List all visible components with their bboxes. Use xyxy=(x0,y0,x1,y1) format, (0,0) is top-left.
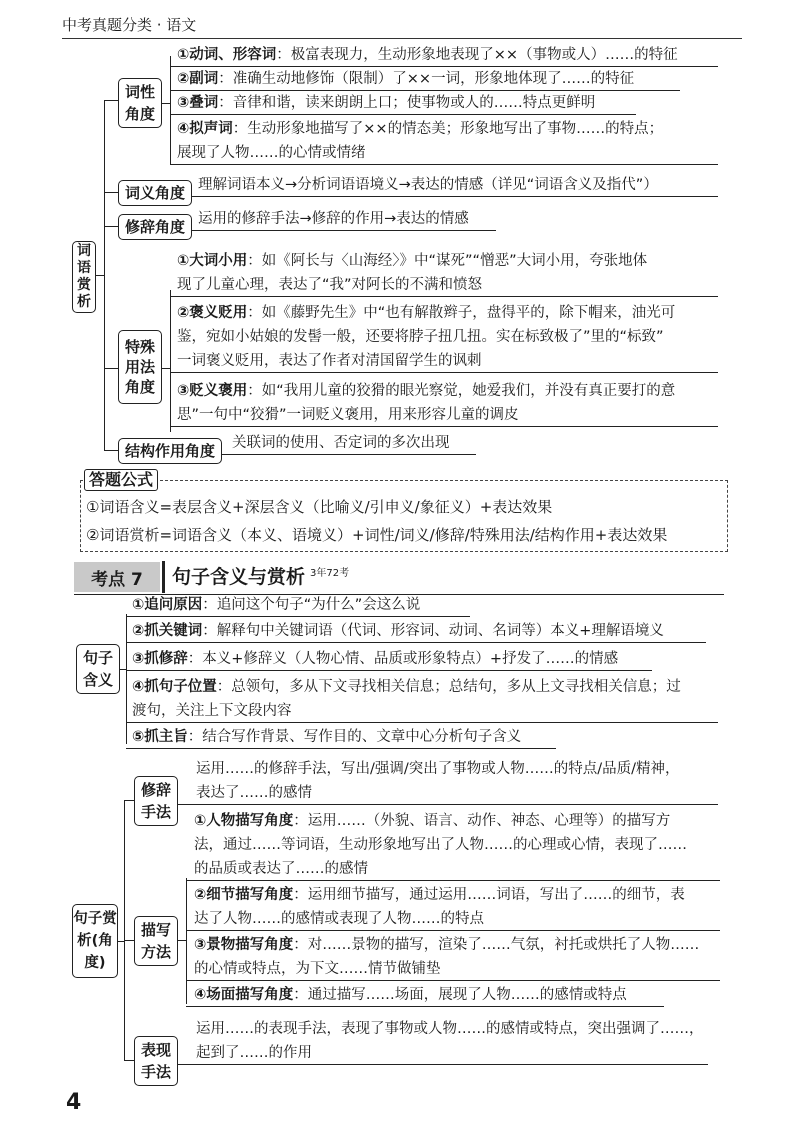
hanyi-item-2: ②抓关键词：解释句中关键词语（代词、形容词、动词、名词等）本义+理解语境义 xyxy=(132,623,664,639)
miaoxie-item-1: ①人物描写角度：运用……（外貌、语言、动作、神态、心理等）的描写方 xyxy=(194,813,671,829)
teshu-item-1: ①大词小用：如《阿长与〈山海经〉》中“谋死”“憎恶”大词小用，夸张地体 xyxy=(177,253,648,269)
underline xyxy=(170,296,718,297)
hanyi-item-4-cont: 渡句，关注上下文段内容 xyxy=(132,703,292,719)
page-number: 4 xyxy=(66,1090,82,1115)
xiuci2-branch xyxy=(124,800,134,801)
underline xyxy=(192,230,496,231)
hanyi-item-4: ④抓句子位置：总领句，多从下文寻找相关信息；总结句，多从上文寻找相关信息；过 xyxy=(132,679,681,695)
teshu-branch xyxy=(104,368,118,369)
xiuci2-label: 修辞手法 xyxy=(134,776,178,826)
underline xyxy=(170,66,718,67)
cixing-label: 词性角度 xyxy=(118,78,162,128)
ciyu-trunk xyxy=(104,100,105,450)
underline xyxy=(170,372,718,373)
underline xyxy=(126,616,470,617)
miaoxie-branch xyxy=(124,940,134,941)
underline xyxy=(170,164,718,165)
cixing-link xyxy=(162,103,170,104)
ciyu-root-label: 词语赏析 xyxy=(72,241,96,313)
underline xyxy=(126,642,706,643)
cixing-item-1: ①动词、形容词：极富表现力，生动形象地表现了××（事物或人）……的特征 xyxy=(177,47,678,63)
ciyu-link xyxy=(96,275,104,276)
miaoxie-sub-trunk xyxy=(186,878,187,1004)
hanyi-item-3: ③抓修辞：本义+修辞义（人物心情、品质或形象特点）+抒发了……的情感 xyxy=(132,651,619,667)
hanyi-item-1: ①追问原因：追问这个句子“为什么”会这么说 xyxy=(132,597,421,613)
underline xyxy=(170,426,718,427)
xiuci-text: 运用的修辞手法→修辞的作用→表达的情感 xyxy=(198,211,469,227)
cixing-item-3: ③叠词：音律和谐，读来朗朗上口；使事物或人的……特点更鲜明 xyxy=(177,95,596,111)
formula-line-2: ②词语赏析=词语含义（本义、语境义）+词性/词义/修辞/特殊用法/结构作用+表达效果 xyxy=(86,526,668,544)
kaodian-frequency: 3年72考 xyxy=(310,568,350,579)
hanyi-item-5: ⑤抓主旨：结合写作背景、写作目的、文章中心分析句子含义 xyxy=(132,729,522,745)
xiuci2-text: 运用……的修辞手法，写出/强调/突出了事物或人物……的特点/品质/精神， xyxy=(196,761,680,777)
underline xyxy=(192,196,718,197)
jiegou-branch xyxy=(104,450,118,451)
ciyi-branch xyxy=(104,192,118,193)
miaoxie-item-4: ④场面描写角度：通过描写……场面，展现了人物……的感情或特点 xyxy=(194,987,627,1003)
miaoxie-item-2: ②细节描写角度：运用细节描写，通过运用……词语，写出了……的细节，表 xyxy=(194,887,685,903)
teshu-item-1-cont: 现了儿童心理，表达了“我”对阿长的不满和愤怒 xyxy=(177,277,483,293)
jiegou-label: 结构作用角度 xyxy=(118,438,222,464)
underline xyxy=(126,722,718,723)
teshu-link xyxy=(162,368,170,369)
biaoxian-label: 表现手法 xyxy=(134,1036,178,1086)
teshu-item-3: ③贬义褒用：如“我用儿童的狡猾的眼光察觉，她爱我们，并没有真正要打的意 xyxy=(177,383,676,399)
cixing-item-4-cont: 展现了人物……的心情或情绪 xyxy=(177,145,366,161)
miaoxie-label: 描写方法 xyxy=(134,916,178,966)
cixing-branch xyxy=(104,100,118,101)
xiuci-branch xyxy=(104,226,118,227)
miaoxie-item-2-cont: 达了人物……的感情或表现了人物……的特点 xyxy=(194,911,484,927)
underline xyxy=(126,670,652,671)
jiegou-text: 关联词的使用、否定词的多次出现 xyxy=(232,435,450,451)
hanyi-trunk xyxy=(126,614,127,744)
miaoxie-item-1-cont2: 的品质或表达了……的感情 xyxy=(194,861,368,877)
teshu-item-2: ②褒义贬用：如《藤野先生》中“也有解散辫子，盘得平的，除下帽来，油光可 xyxy=(177,305,676,321)
header-rule xyxy=(62,38,742,39)
underline xyxy=(170,114,636,115)
teshu-item-2-cont: 鉴，宛如小姑娘的发髻一般，还要将脖子扭几扭。实在标致极了”里的“标致” xyxy=(177,329,664,345)
formula-line-1: ①词语含义=表层含义+深层含义（比喻义/引申义/象征义）+表达效果 xyxy=(86,498,553,516)
miaoxie-item-3-cont: 的心情或特点，为下文……情节做铺垫 xyxy=(194,961,441,977)
xiuci-label: 修辞角度 xyxy=(118,214,192,240)
underline xyxy=(186,880,720,881)
underline xyxy=(170,90,680,91)
cixing-item-4: ④拟声词：生动形象地描写了××的情态美；形象地写出了事物……的特点； xyxy=(177,121,664,137)
teshu-label: 特殊用法角度 xyxy=(118,330,162,404)
teshu-item-3-cont: 思”一句中“狡猾”一词贬义褒用，用来形容儿童的调皮 xyxy=(177,407,519,423)
biaoxian-text: 运用……的表现手法，表现了事物或人物……的感情或特点，突出强调了……， xyxy=(196,1021,704,1037)
miaoxie-item-3: ③景物描写角度：对……景物的描写，渲染了……气氛，衬托或烘托了人物…… xyxy=(194,937,700,953)
running-header: 中考真题分类 · 语文 xyxy=(62,16,197,34)
biaoxian-branch xyxy=(124,1060,134,1061)
cixing-item-2: ②副词：准确生动地修饰（限制）了××一词，形象地体现了……的特征 xyxy=(177,71,635,87)
miaoxie-link xyxy=(178,940,186,941)
underline xyxy=(178,1064,708,1065)
biaoxian-text-cont: 起到了……的作用 xyxy=(196,1045,312,1061)
teshu-sub-trunk xyxy=(170,290,171,432)
shangxi-link xyxy=(118,941,124,942)
shangxi-trunk xyxy=(124,800,125,1060)
underline xyxy=(126,748,556,749)
underline xyxy=(186,980,720,981)
underline xyxy=(186,1006,664,1007)
teshu-item-2-cont2: 一词褒义贬用，表达了作者对清国留学生的讽刺 xyxy=(177,353,482,369)
formula-title: 答题公式 xyxy=(84,469,158,491)
underline xyxy=(186,930,720,931)
ciyi-label: 词义角度 xyxy=(118,180,192,206)
underline xyxy=(178,804,718,805)
miaoxie-item-1-cont: 法，通过……等词语，生动形象地写出了人物……的心理或心情，表现了…… xyxy=(194,837,687,853)
kaodian-tab: 考点 7 xyxy=(74,562,160,592)
xiuci2-text-cont: 表达了……的感情 xyxy=(196,785,312,801)
kaodian-title: 句子含义与赏析 xyxy=(172,566,306,588)
cixing-sub-trunk xyxy=(170,56,171,164)
underline xyxy=(222,454,476,455)
kaodian-bar xyxy=(162,561,165,593)
ciyi-text: 理解词语本义→分析词语语境义→表达的情感（详见“词语含义及指代”） xyxy=(198,177,658,193)
juzi-shangxi-label: 句子赏析(角度) xyxy=(72,904,118,978)
juzi-hanyi-label: 句子含义 xyxy=(76,644,120,694)
